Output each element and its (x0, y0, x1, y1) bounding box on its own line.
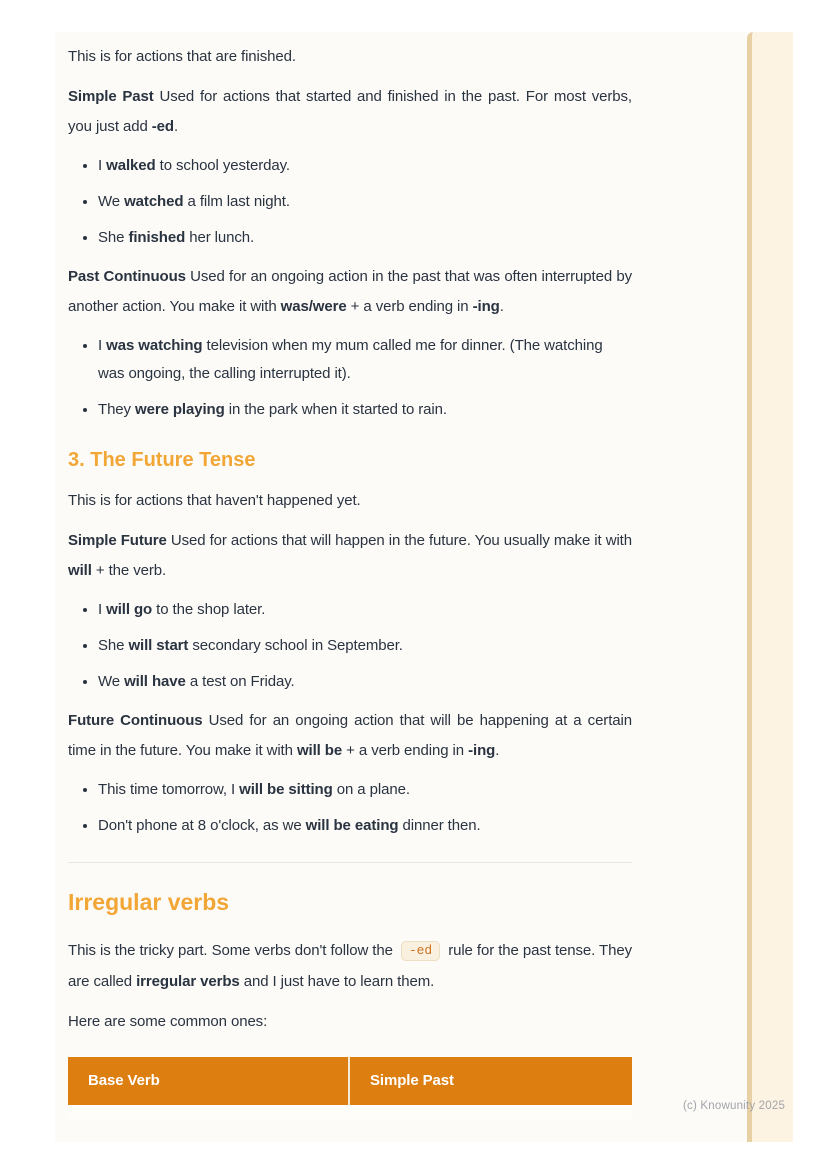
bold-text: walked (106, 157, 156, 174)
text-run: television when my mum called me for dinner. (The watching was ongoing, the calling interrupted it). (98, 337, 603, 382)
text-run: + a verb ending in (342, 742, 469, 759)
future-intro (68, 486, 632, 516)
text-run: dinner then. (398, 817, 481, 834)
table-cell (350, 1105, 632, 1119)
text-run: This is for actions that haven't happened yet. (68, 492, 361, 509)
past-continuous-examples (68, 332, 632, 424)
text-run: . (173, 118, 179, 135)
future-continuous-definition (68, 706, 632, 766)
text-run: . (495, 742, 500, 759)
irregular-verbs-table (68, 1057, 632, 1119)
table-header-row (68, 1057, 632, 1105)
bold-text: Past Continuous (68, 268, 186, 285)
table-cell (68, 1105, 350, 1119)
list-item (98, 332, 632, 388)
bold-text: will start (128, 637, 189, 654)
bold-text: was watching (106, 337, 203, 354)
bold-text: will be (296, 742, 343, 759)
text-run: They (98, 401, 136, 418)
text-run: secondary school in September. (188, 637, 403, 654)
bold-text: will be eating (305, 817, 399, 834)
irregular-verbs-heading: Irregular verbs (68, 889, 230, 915)
text-run: This time tomorrow, I (98, 781, 240, 798)
text-run: Used for actions that started and finished in the past. For most verbs, you just add (68, 88, 632, 135)
list-item (98, 224, 632, 252)
bold-text: will be sitting (239, 781, 333, 798)
bold-text: will (68, 562, 92, 579)
text-run: to the shop later. (152, 601, 266, 618)
text-run: We (98, 673, 125, 690)
list-item (98, 188, 632, 216)
text-run: to school yesterday. (155, 157, 290, 174)
bold-text: finished (128, 229, 186, 246)
bold-text: were playing (135, 401, 225, 418)
list-item (98, 596, 632, 624)
bold-text: Simple Future (68, 532, 167, 549)
list-item (98, 632, 632, 660)
text-run: I (98, 601, 107, 618)
text-run: She (98, 637, 129, 654)
table-row (68, 1105, 632, 1119)
text-run: rule for the past tense. They are called (68, 942, 633, 990)
text-run: and I just have to learn them. (239, 973, 435, 990)
table-header-cell: Base Verb (68, 1057, 350, 1105)
common-ones-lead (68, 1007, 632, 1037)
past-continuous-definition (68, 262, 632, 322)
bold-text: was/were (280, 298, 347, 315)
next-page-edge (747, 32, 793, 1142)
text-run: This is the tricky part. Some verbs don't follow the (68, 942, 397, 959)
text-run: Used for an ongoing action that will be happening at a certain time in the future. You make it with (68, 712, 632, 759)
text-run: This is for actions that are finished. (68, 48, 296, 65)
bold-text: Future Continuous (68, 712, 203, 729)
simple-past-examples (68, 152, 632, 252)
list-item (98, 396, 632, 424)
bold-text: -ing (468, 742, 496, 759)
future-tense-heading: 3. The Future Tense (68, 449, 256, 471)
list-item (98, 668, 632, 696)
bold-text: -ing (472, 298, 500, 315)
text-run: She (98, 229, 129, 246)
bold-text: irregular verbs (136, 973, 240, 990)
text-run: in the park when it started to rain. (224, 401, 447, 418)
irregular-verbs-intro (68, 936, 632, 997)
document-content (68, 42, 632, 1119)
text-run: . (499, 298, 504, 315)
bold-text: watched (124, 193, 184, 210)
text-run: on a plane. (332, 781, 410, 798)
bold-text: will go (106, 601, 153, 618)
text-run: a film last night. (183, 193, 290, 210)
text-run: + a verb ending in (346, 298, 473, 315)
simple-future-definition (68, 526, 632, 586)
intro-finished-actions (68, 42, 632, 72)
text-run: Don't phone at 8 o'clock, as we (98, 817, 306, 834)
text-run: Used for actions that will happen in the future. You usually make it with (166, 532, 632, 549)
text-run: her lunch. (185, 229, 255, 246)
future-continuous-examples (68, 776, 632, 840)
text-run: Here are some common ones: (68, 1013, 268, 1030)
bold-text: will have (124, 673, 186, 690)
bold-text: Simple Past (68, 88, 154, 105)
section-divider (68, 862, 632, 863)
list-item (98, 776, 632, 804)
bold-text: -ed (151, 118, 174, 135)
text-run: We (98, 193, 125, 210)
simple-past-definition (68, 82, 632, 142)
text-run: Used for an ongoing action in the past that was often interrupted by another action. You make it with (68, 268, 632, 315)
text-run: + the verb. (91, 562, 167, 579)
text-run: I (98, 157, 107, 174)
text-run: a test on Friday. (185, 673, 295, 690)
simple-future-examples (68, 596, 632, 696)
watermark: (c) Knowunity 2025 (683, 1100, 786, 1112)
code-badge: -ed (401, 941, 440, 961)
table-header-cell: Simple Past (350, 1057, 632, 1105)
list-item (98, 812, 632, 840)
document-page (55, 32, 747, 1142)
list-item (98, 152, 632, 180)
text-run: I (98, 337, 107, 354)
